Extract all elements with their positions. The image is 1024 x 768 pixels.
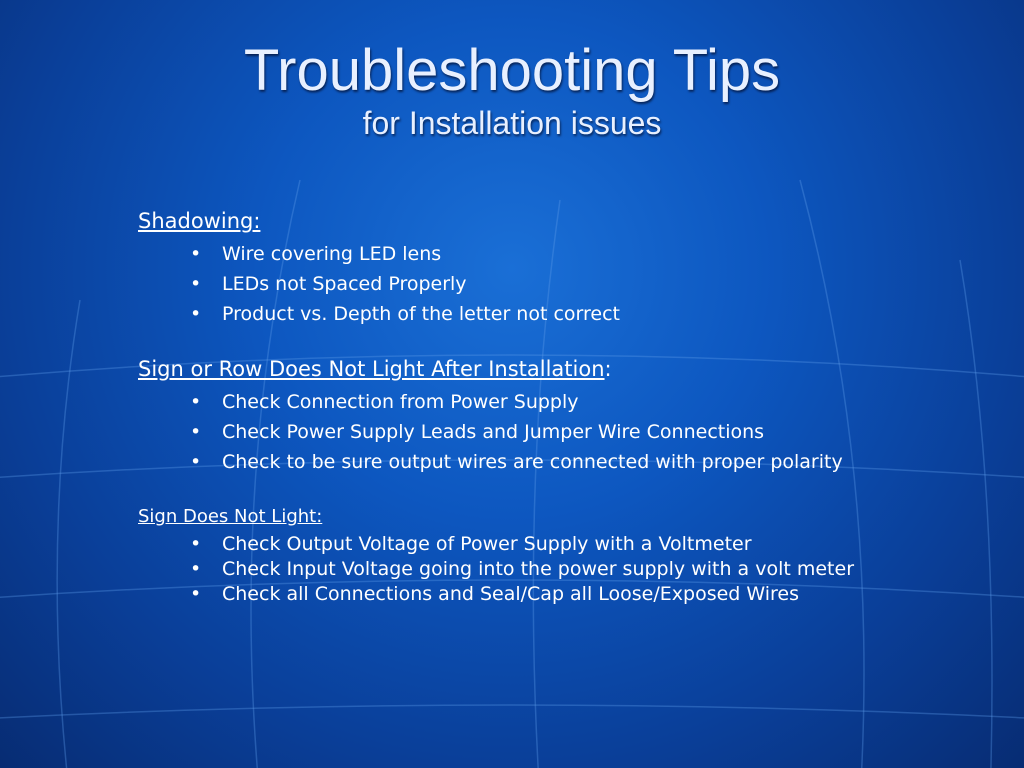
bullet-icon: • xyxy=(190,391,202,413)
section-heading-shadowing: Shadowing: xyxy=(138,209,261,233)
bullet-icon: • xyxy=(190,273,202,295)
list-item: • Check to be sure output wires are connected with proper polarity xyxy=(190,451,843,473)
bullet-icon: • xyxy=(190,303,202,325)
slide-subtitle: for Installation issues xyxy=(362,105,662,141)
list-item: • Check all Connections and Seal/Cap all Loose/Exposed Wires xyxy=(190,583,800,605)
bullet-list-sign-no-light xyxy=(138,533,938,605)
slide-content xyxy=(138,206,938,608)
list-item: • Product vs. Depth of the letter not correct xyxy=(190,303,620,325)
slide-title: Troubleshooting Tips xyxy=(243,38,781,103)
bullet-icon: • xyxy=(190,558,202,580)
section-heading-sign-no-light: Sign Does Not Light: xyxy=(138,506,323,527)
list-item: • Check Output Voltage of Power Supply with a Voltmeter xyxy=(190,533,752,555)
list-item: • Check Input Voltage going into the power supply with a volt meter xyxy=(190,558,855,580)
bullet-list-no-light-after-install xyxy=(138,390,938,474)
list-item: • LEDs not Spaced Properly xyxy=(190,273,467,295)
title-block xyxy=(0,38,1024,142)
bullet-list-shadowing xyxy=(138,242,938,326)
bullet-icon: • xyxy=(190,451,202,473)
section-heading-no-light-after-install: Sign or Row Does Not Light After Installation: xyxy=(138,357,612,381)
bullet-icon: • xyxy=(190,583,202,605)
bullet-icon: • xyxy=(190,421,202,443)
list-item: • Check Connection from Power Supply xyxy=(190,391,579,413)
bullet-icon: • xyxy=(190,533,202,555)
bullet-icon: • xyxy=(190,243,202,265)
list-item: • Check Power Supply Leads and Jumper Wire Connections xyxy=(190,421,765,443)
list-item: • Wire covering LED lens xyxy=(190,243,442,265)
